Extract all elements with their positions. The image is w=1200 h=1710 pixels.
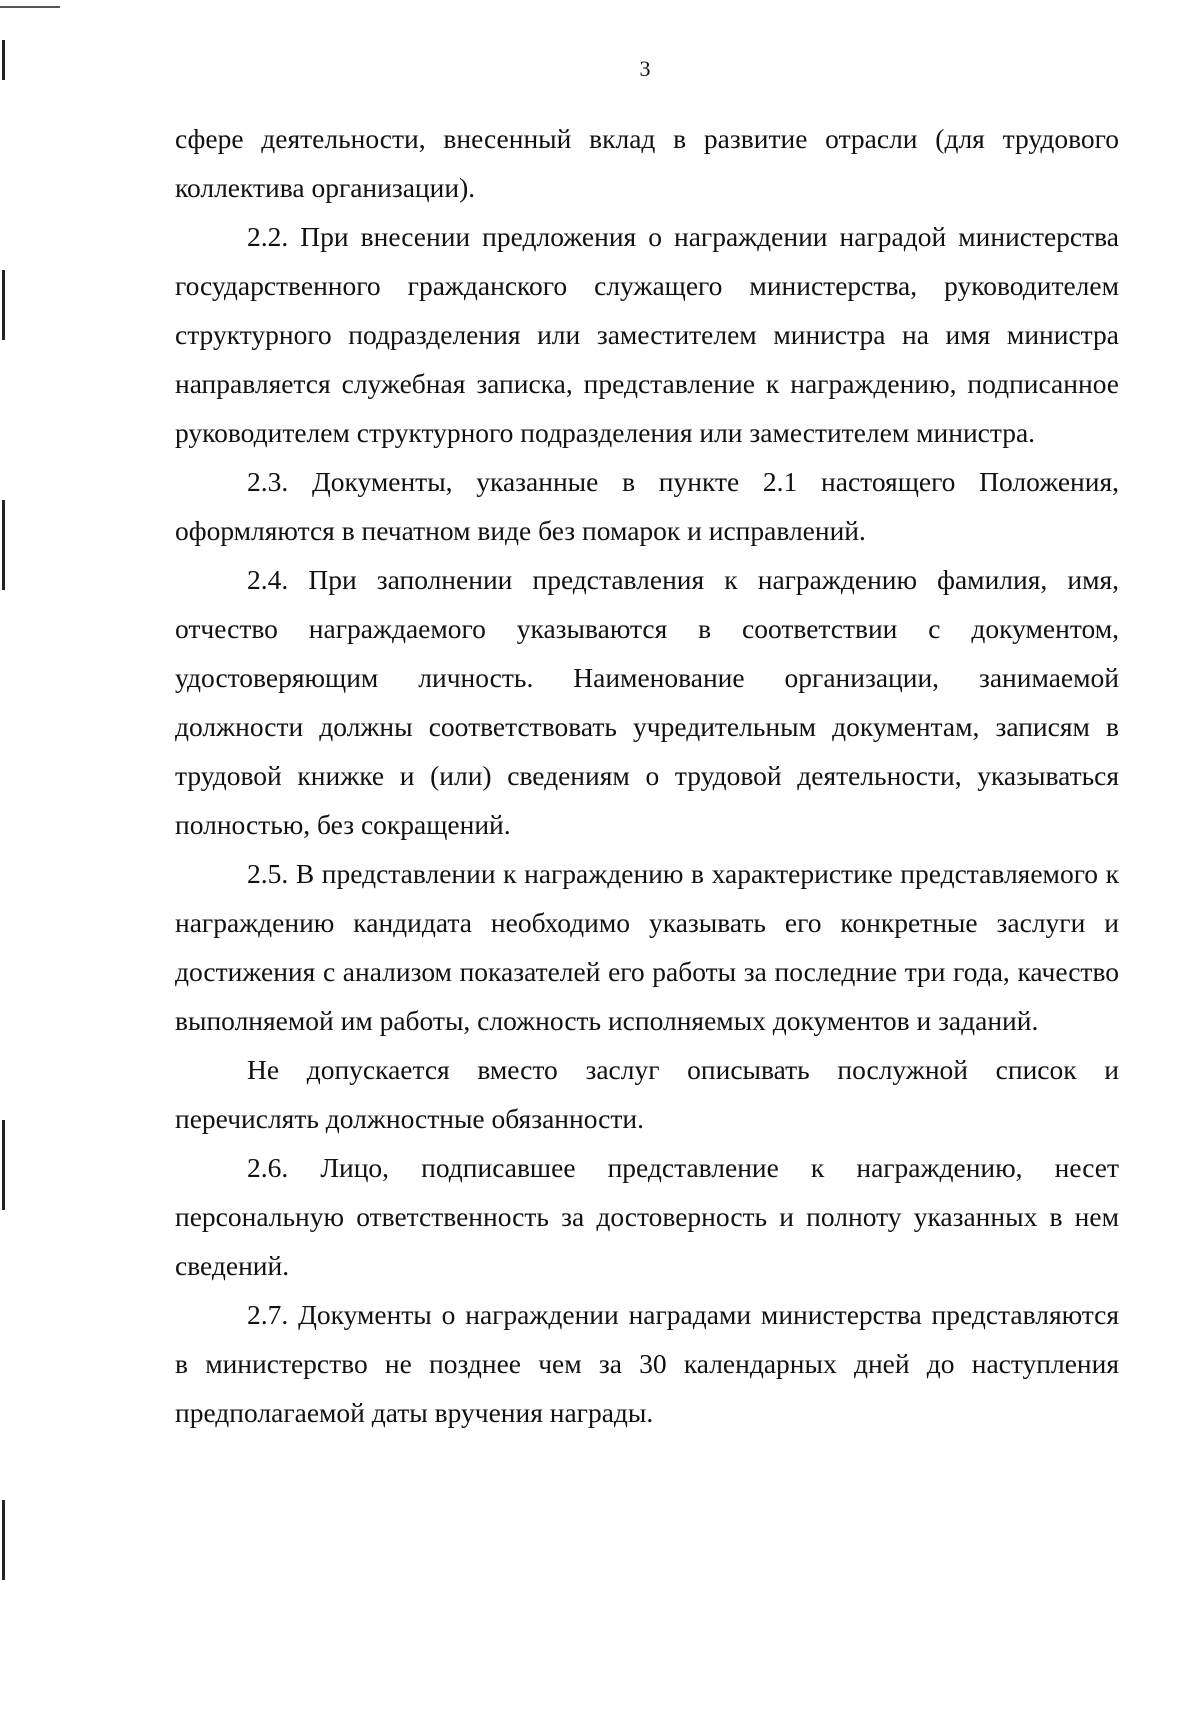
paragraph-2-4: 2.4. При заполнении представления к награждению фамилия, имя, отчество награждаемого указываются в соответствии с документом, удостоверяющим личность. Наименование организации, занимаемой должности должны соответствовать учредительным документам, записям в трудовой книжке и (или) сведениям о трудовой деятельности, указываться полностью, без сокращений. [175,564,1119,840]
paragraph-2-3: 2.3. Документы, указанные в пункте 2.1 настоящего Положения, оформляются в печатном виде без помарок и исправлений. [175,466,1119,546]
paragraph-2-5: 2.5. В представлении к награждению в характеристике представляемого к награждению кандидата необходимо указывать его конкретные заслуги и достижения с анализом показателей его работы за последние три года, качество выполняемой им работы, сложность исполняемых документов и заданий. [175,858,1119,1036]
paragraph-2-7: 2.7. Документы о награждении наградами министерства представляются в министерство не позднее чем за 30 календарных дней до наступления предполагаемой даты вручения награды. [175,1299,1119,1428]
paragraph-note: Не допускается вместо заслуг описывать послужной список и перечислять должностные обязанности. [175,1054,1119,1134]
scan-edge-line [2,270,5,340]
scan-edge-line [2,1120,5,1210]
paragraph: сфере деятельности, внесенный вклад в развитие отрасли (для трудового коллектива организации). [175,123,1119,203]
scan-edge-mark [0,6,60,8]
scan-edge-line [2,500,5,590]
page-number: 3 [639,56,651,81]
paragraph-2-6: 2.6. Лицо, подписавшее представление к награждению, несет персональную ответственность за достоверность и полноту указанных в нем сведений. [175,1152,1119,1281]
paragraph-2-2: 2.2. При внесении предложения о награждении наградой министерства государственного гражданского служащего министерства, руководителем структурного подразделения или заместителем министра на имя министра направляется служебная записка, представление к награждению, подписанное руководителем структурного подразделения или заместителем министра. [175,221,1119,448]
scan-edge-line [2,1500,5,1580]
document-body [175,114,1119,1437]
